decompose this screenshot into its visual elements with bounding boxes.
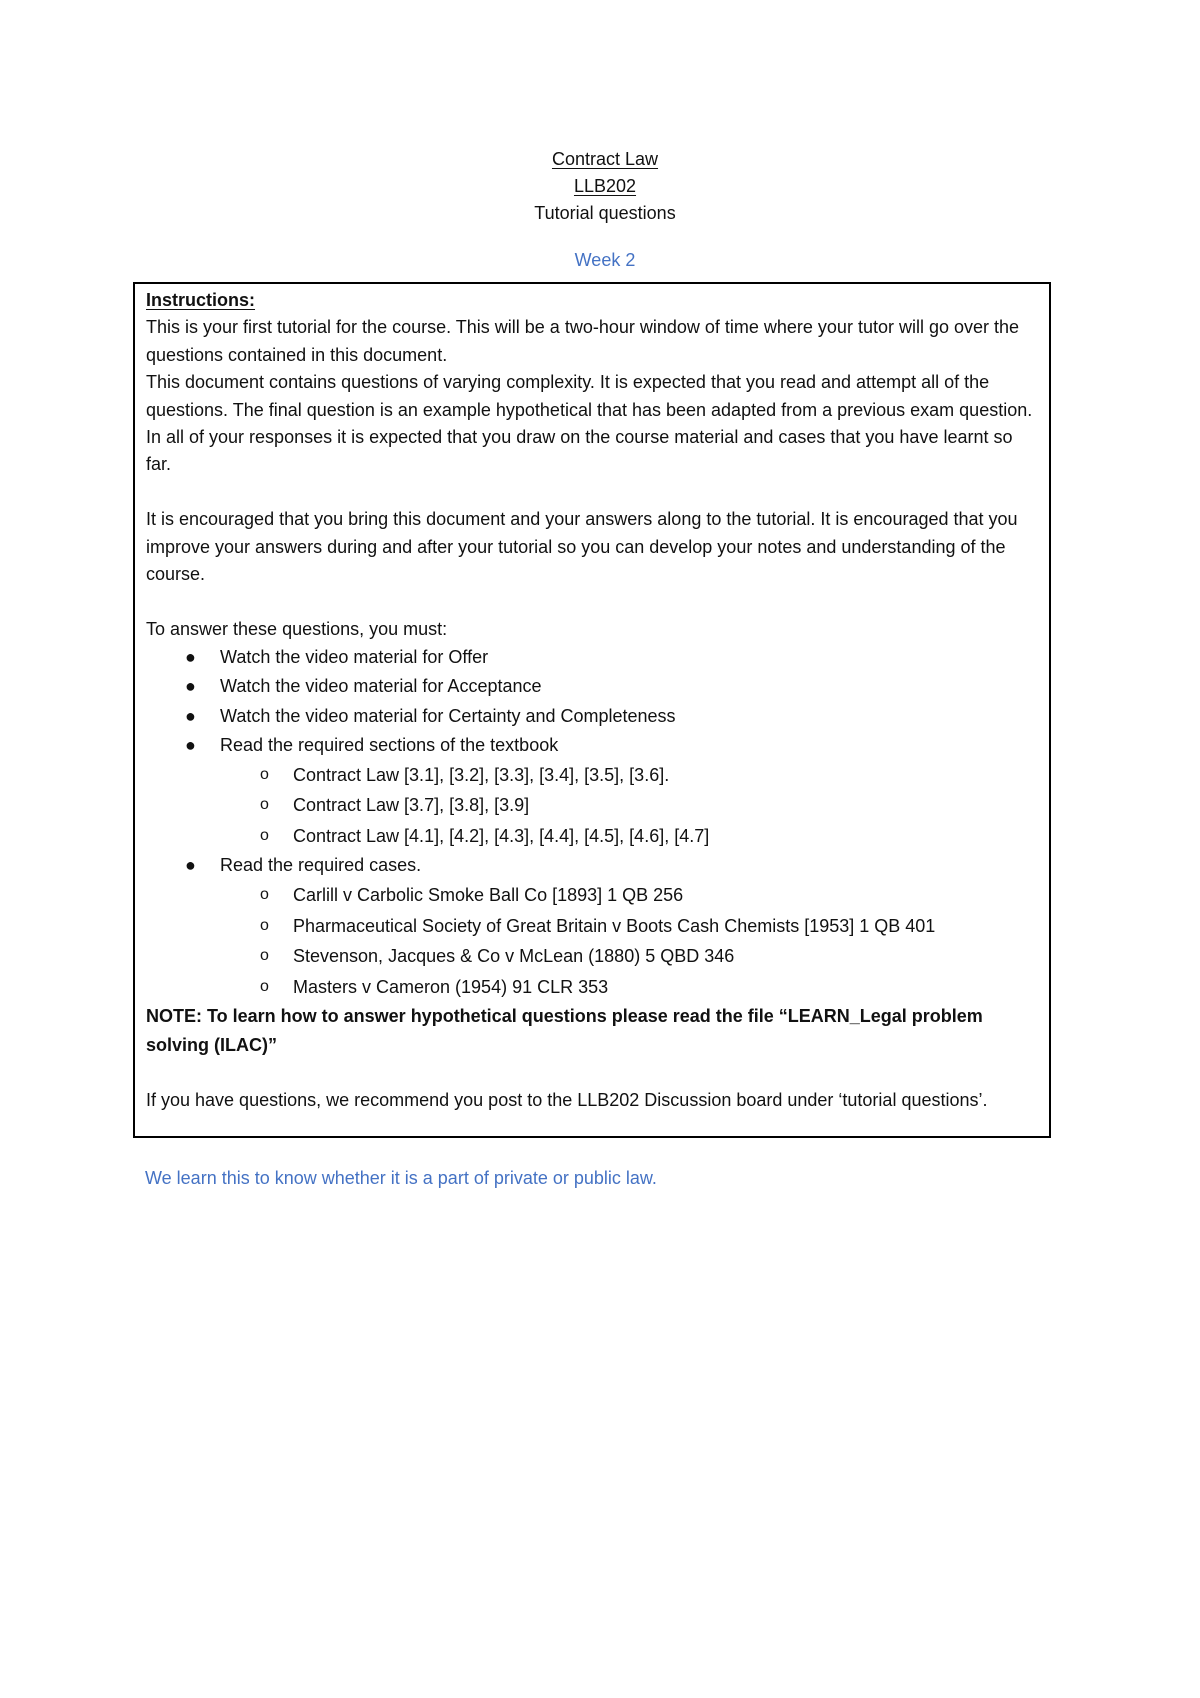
hollow-circle-bullet-icon: o: [260, 886, 269, 904]
instructions-box: [133, 282, 1051, 1138]
list-item: [146, 731, 1039, 851]
discussion-board-note: If you have questions, we recommend you post to the LLB202 Discussion board under ‘tutorial questions’.: [146, 1089, 988, 1110]
student-annotation: We learn this to know whether it is a part of private or public law.: [145, 1168, 657, 1188]
document-subtitle: Tutorial questions: [534, 203, 676, 223]
list-item: [146, 790, 1039, 820]
requirements-list: [146, 643, 1039, 1002]
list-item-text: Contract Law [3.1], [3.2], [3.3], [3.4], [3.5], [3.6].: [293, 765, 670, 786]
paragraph-spacer: [146, 1059, 1039, 1086]
instructions-paragraph-1: This is your first tutorial for the course. This will be a two-hour window of time where your tutor will go over the questions contained in this document.: [146, 317, 1020, 365]
hollow-circle-bullet-icon: o: [260, 766, 269, 784]
list-item: [146, 911, 1039, 941]
hollow-circle-bullet-icon: o: [260, 796, 269, 814]
list-item: [146, 941, 1039, 971]
document-header: [0, 146, 1200, 274]
instructions-heading: Instructions:: [146, 290, 256, 310]
list-item: [146, 760, 1039, 790]
instructions-paragraph-2: This document contains questions of varying complexity. It is expected that you read and attempt all of the questions. The final question is an example hypothetical that has been adapted from a previous exam question. In all of your responses it is expected that you draw on the course material and cases that you have learnt so far.: [146, 372, 1033, 475]
filled-bullet-icon: ●: [185, 676, 196, 697]
list-item-text: Watch the video material for Offer: [220, 647, 489, 668]
list-item-text: Contract Law [4.1], [4.2], [4.3], [4.4], [4.5], [4.6], [4.7]: [293, 825, 710, 846]
paragraph-spacer: [146, 479, 1039, 506]
case-citation: Stevenson, Jacques & Co v McLean (1880) 5 QBD 346: [293, 946, 735, 967]
list-item-text: Contract Law [3.7], [3.8], [3.9]: [293, 795, 530, 816]
list-item: [146, 880, 1039, 910]
instructions-paragraph-3: It is encouraged that you bring this document and your answers along to the tutorial. It is encouraged that you improve your answers during and after your tutorial so you can develop your notes and understanding of the course.: [146, 509, 1018, 585]
filled-bullet-icon: ●: [185, 705, 196, 726]
list-item: [146, 643, 1039, 672]
filled-bullet-icon: ●: [185, 647, 196, 668]
hollow-circle-bullet-icon: o: [260, 916, 269, 934]
week-label: Week 2: [574, 250, 636, 270]
filled-bullet-icon: ●: [185, 855, 196, 876]
hollow-circle-bullet-icon: o: [260, 826, 269, 844]
list-item-text: Watch the video material for Acceptance: [220, 676, 542, 697]
course-title: Contract Law: [551, 149, 659, 169]
course-code: LLB202: [573, 176, 637, 196]
case-citation: Masters v Cameron (1954) 91 CLR 353: [293, 976, 609, 997]
textbook-sections-list: [220, 760, 1039, 851]
list-item-text: Read the required sections of the textbook: [220, 734, 559, 755]
case-citation: Pharmaceutical Society of Great Britain v Boots Cash Chemists [1953] 1 QB 401: [293, 915, 936, 936]
hollow-circle-bullet-icon: o: [260, 977, 269, 995]
requirements-lead: To answer these questions, you must:: [146, 618, 448, 639]
case-citation: Carlill v Carbolic Smoke Ball Co [1893] 1 QB 256: [293, 885, 684, 906]
hollow-circle-bullet-icon: o: [260, 947, 269, 965]
ilac-note: NOTE: To learn how to answer hypothetical questions please read the file “LEARN_Legal problem solving (ILAC)”: [146, 1006, 983, 1055]
list-item-text: Read the required cases.: [220, 855, 422, 876]
list-item: [146, 702, 1039, 731]
list-item: [146, 972, 1039, 1002]
list-item-text: Watch the video material for Certainty and Completeness: [220, 705, 676, 726]
list-item: [146, 821, 1039, 851]
list-item: [146, 672, 1039, 701]
paragraph-spacer: [146, 588, 1039, 615]
list-item: [146, 851, 1039, 1002]
filled-bullet-icon: ●: [185, 734, 196, 755]
cases-list: [220, 880, 1039, 1002]
